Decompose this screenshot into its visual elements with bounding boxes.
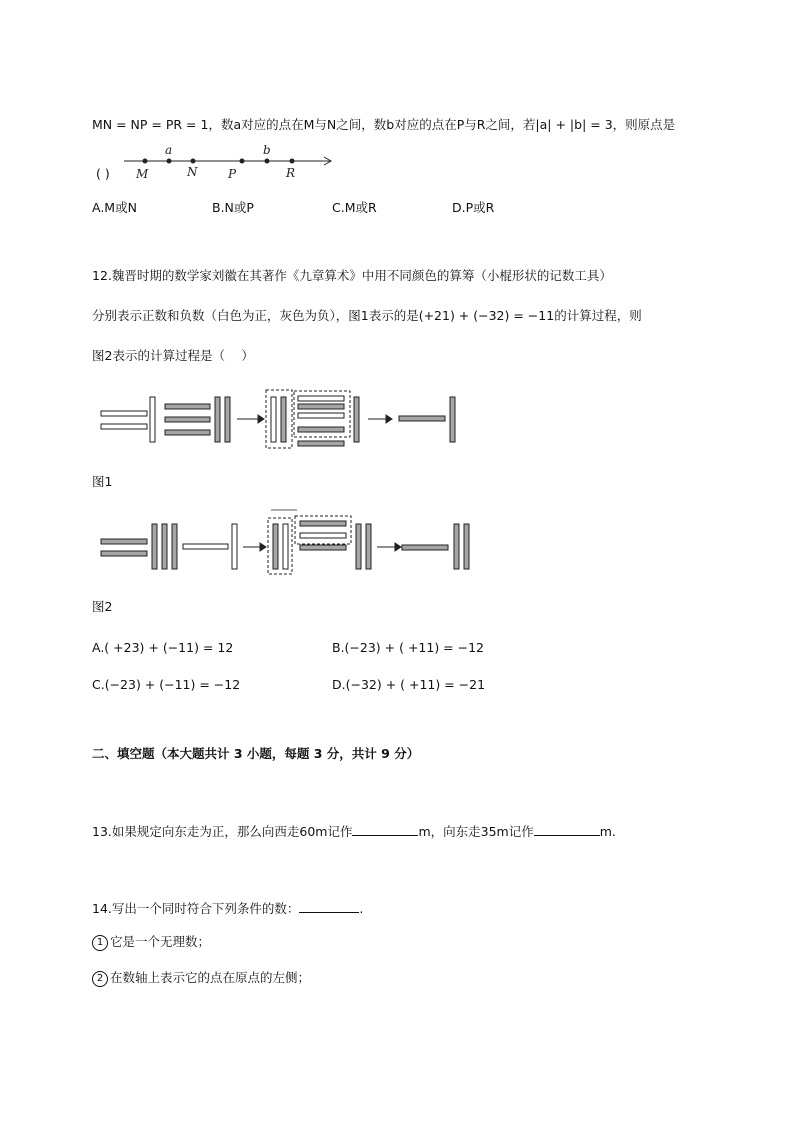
section-heading: 二、填空题（本大题共计 3 小题，每题 3 分，共计 9 分） (92, 746, 420, 761)
q11-option-b[interactable]: B.N或P (212, 200, 254, 215)
label-M: M (136, 167, 149, 181)
rod-gray-h (300, 521, 346, 526)
rod-gray-v (464, 524, 469, 569)
rod-gray-v (172, 524, 177, 569)
label-P: P (228, 167, 237, 181)
rod-gray-v (366, 524, 371, 569)
rod-gray-h (402, 545, 448, 550)
rod-white-v (283, 524, 288, 569)
q12-option-c[interactable]: C.(−23) + (−11) = −12 (92, 677, 241, 692)
rod-white-v (232, 524, 237, 569)
q13-text-1: 13.如果规定向东走为正，那么向西走60m记作 (92, 824, 353, 839)
rod-white-h (183, 544, 228, 549)
condition-text: 在数轴上表示它的点在原点的左侧； (110, 970, 311, 985)
q13-blank-1[interactable] (352, 823, 418, 836)
circled-number: 1 (92, 935, 108, 951)
q12-option-b[interactable]: B.(−23) + ( +11) = −12 (332, 640, 485, 655)
rod-gray-h (101, 539, 147, 544)
figure-2-label: 图2 (92, 599, 113, 614)
q12-line2: 分别表示正数和负数（白色为正，灰色为负），图1表示的是(+21) + (−32) = −11的计算过程，则 (92, 308, 642, 323)
q14-condition-2 (92, 970, 310, 987)
label-b: b (263, 143, 271, 157)
q14-stem: 14.写出一个同时符合下列条件的数： (92, 901, 300, 916)
q14 (92, 900, 363, 917)
label-a: a (165, 143, 173, 157)
rod-gray-h (101, 551, 147, 556)
q13-text-2: m，向东走35m记作 (418, 824, 534, 839)
q11-option-d[interactable]: D.P或R (452, 200, 495, 215)
q11-option-c[interactable]: C.M或R (332, 200, 377, 215)
rod-gray-v (356, 524, 361, 569)
figure-1-label: 图1 (92, 474, 113, 489)
q14-blank[interactable] (299, 900, 359, 913)
circled-number: 2 (92, 971, 108, 987)
rod-white-h (300, 533, 346, 538)
label-N: N (187, 165, 198, 179)
rod-gray-v (152, 524, 157, 569)
q13-text-3: m. (599, 824, 616, 839)
rod-gray-v (273, 524, 278, 569)
q13 (92, 823, 616, 840)
condition-text: 它是一个无理数； (110, 934, 211, 949)
q12-option-a[interactable]: A.( +23) + (−11) = 12 (92, 640, 234, 655)
q14-end: . (359, 901, 364, 916)
rod-gray-v (162, 524, 167, 569)
rod-gray-v (454, 524, 459, 569)
rod-gray-h (300, 545, 346, 550)
q12-option-d[interactable]: D.(−32) + ( +11) = −21 (332, 677, 486, 692)
q11-paren: ( ) (96, 166, 110, 181)
q11-stem: MN = NP = PR = 1，数a对应的点在M与N之间，数b对应的点在P与R之间，若|a| + |b| = 3，则原点是 (92, 117, 676, 132)
dashed-group (295, 516, 351, 544)
q12-line3: 图2表示的计算过程是（ ） (92, 348, 254, 363)
q11-option-a[interactable]: A.M或N (92, 200, 137, 215)
q13-blank-2[interactable] (534, 823, 600, 836)
q14-condition-1 (92, 934, 210, 951)
q12-line1: 12.魏晋时期的数学家刘徽在其著作《九章算术》中用不同颜色的算筹（小棍形状的记数工具） (92, 268, 612, 283)
label-R: R (286, 166, 296, 180)
